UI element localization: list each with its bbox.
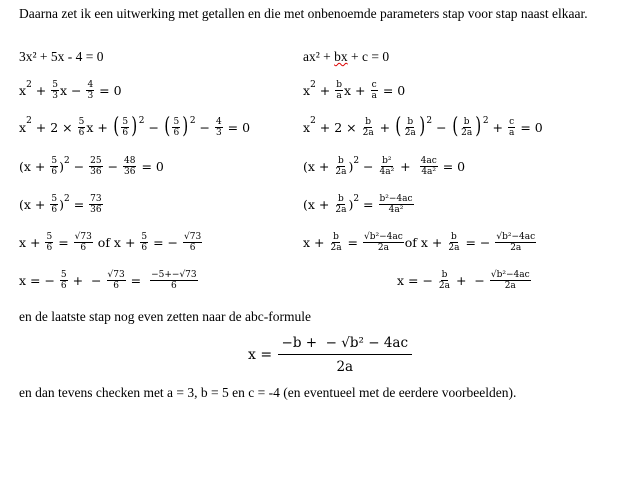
- math-text: x +: [86, 119, 112, 135]
- math-text: + −: [68, 273, 106, 288]
- fraction-numerator: c: [509, 116, 515, 127]
- paren-open: (: [451, 114, 458, 139]
- exponent: 2: [353, 155, 360, 166]
- math-text: (x +: [19, 197, 50, 212]
- fraction: [86, 80, 94, 101]
- math-text: = 0: [223, 119, 251, 135]
- fraction-denominator: 6: [51, 205, 58, 215]
- math-text: +: [315, 83, 335, 98]
- fraction-denominator: a: [336, 91, 342, 101]
- exponent: 2: [189, 116, 196, 126]
- math-text: =: [126, 273, 150, 288]
- equation-numeric-5: [19, 194, 104, 215]
- exponent: 2: [138, 116, 145, 126]
- fraction: [78, 117, 86, 138]
- fraction-numerator: √73: [184, 232, 202, 242]
- fraction: [172, 117, 180, 138]
- fraction-numerator: 4ac: [420, 156, 437, 166]
- math-text: −: [144, 119, 163, 135]
- math-text: x = −: [19, 273, 59, 288]
- fraction-numerator: 73: [90, 194, 102, 204]
- math-text: x +: [303, 235, 329, 250]
- fraction-numerator: 25: [90, 156, 102, 166]
- fraction: [215, 117, 223, 138]
- fraction: [121, 117, 129, 138]
- equation-parametric-5: [303, 194, 415, 215]
- fraction-denominator: 2a: [335, 167, 347, 177]
- math-text: of x +: [404, 235, 447, 250]
- fraction: [335, 80, 343, 101]
- fraction-denominator: 4a²: [379, 167, 395, 177]
- fraction-denominator: 2a: [335, 205, 347, 215]
- fraction-numerator: √b²−4ac: [496, 232, 536, 242]
- fraction: [508, 117, 515, 138]
- fraction: [334, 194, 347, 215]
- fraction: [51, 80, 59, 101]
- fraction: [140, 232, 148, 253]
- fraction: [278, 334, 413, 376]
- equation-parametric-1: [303, 49, 389, 65]
- fraction-numerator: b: [333, 232, 339, 242]
- fraction-numerator: 5: [52, 80, 58, 90]
- equation-numeric-7: [19, 270, 199, 291]
- math-text: x −: [59, 83, 86, 98]
- math-text: +: [375, 119, 395, 135]
- math-text: −: [103, 159, 123, 174]
- parenthesized-fraction: [451, 116, 489, 138]
- math-text: of x +: [93, 235, 140, 250]
- fraction-denominator: 36: [90, 167, 102, 177]
- fraction-denominator: 2a: [362, 127, 374, 138]
- exponent: 2: [26, 79, 32, 90]
- fraction-numerator: −b + − √b² − 4ac: [278, 334, 413, 355]
- fraction-numerator: b²−4ac: [379, 194, 413, 204]
- fraction-denominator: 2a: [448, 243, 460, 253]
- fraction: [438, 270, 451, 291]
- fraction-numerator: b: [463, 116, 470, 127]
- equation-numeric-6: [19, 232, 203, 253]
- fraction-numerator: b: [441, 270, 448, 280]
- math-text: (x +: [19, 159, 50, 174]
- math-text: =: [69, 197, 89, 212]
- math-text: x: [19, 119, 27, 135]
- fraction-numerator: √73: [107, 270, 125, 280]
- paren-close: ): [131, 114, 138, 139]
- math-text: x +: [19, 235, 45, 250]
- fraction-denominator: 2a: [404, 127, 416, 138]
- fraction-numerator: −5+−√73: [151, 270, 197, 280]
- fraction-numerator: b: [407, 116, 414, 127]
- math-text: (x +: [303, 159, 334, 174]
- fraction-denominator: 6: [173, 127, 180, 138]
- fraction: [89, 194, 102, 215]
- paren-open: (: [113, 114, 120, 139]
- fraction: [420, 156, 438, 177]
- fraction-denominator: a: [371, 91, 377, 101]
- fraction-numerator: √b²−4ac: [490, 270, 530, 280]
- fraction-denominator: 6: [113, 281, 119, 291]
- exponent: 2: [63, 193, 70, 204]
- eq-part: + c = 0: [347, 49, 390, 64]
- equation-parametric-4: [303, 156, 465, 177]
- fraction-numerator: b: [336, 80, 342, 90]
- fraction-numerator: 48: [124, 156, 136, 166]
- math-text: −: [359, 159, 378, 174]
- fraction-denominator: 2a: [330, 243, 342, 253]
- math-text: + −: [452, 273, 489, 288]
- step-paragraph: en de laatste stap nog even zetten naar de abc-formule: [19, 309, 311, 324]
- math-text: x =: [248, 347, 277, 363]
- fraction: [150, 270, 198, 291]
- parenthesized-fraction: [163, 116, 196, 138]
- fraction-denominator: 2a: [377, 243, 389, 253]
- math-text: + 2 ×: [315, 119, 361, 135]
- fraction-denominator: 6: [51, 167, 58, 177]
- fraction: [334, 156, 347, 177]
- exponent: 2: [482, 116, 489, 126]
- math-text: ): [59, 159, 64, 174]
- fraction-denominator: 6: [46, 243, 53, 253]
- fraction-numerator: 5: [78, 116, 85, 127]
- math-text: x = −: [397, 273, 437, 288]
- math-text: +: [31, 83, 51, 98]
- math-text: −: [195, 119, 214, 135]
- fraction-denominator: 2a: [461, 127, 473, 138]
- math-text: = −: [149, 235, 183, 250]
- fraction-denominator: 36: [124, 167, 136, 177]
- fraction: [379, 194, 414, 215]
- eq-part: ax² +: [303, 49, 335, 64]
- equation-numeric-3: [19, 116, 250, 138]
- math-text: + 2 ×: [31, 119, 77, 135]
- math-text: = 0: [378, 83, 406, 98]
- fraction: [370, 80, 377, 101]
- math-text: ): [59, 197, 64, 212]
- fraction-numerator: b: [338, 156, 344, 166]
- fraction-denominator: 3: [87, 91, 94, 101]
- math-text: +: [488, 119, 507, 135]
- fraction-denominator: 6: [122, 127, 129, 138]
- fraction-numerator: 5: [51, 156, 58, 166]
- fraction-denominator: a: [508, 127, 515, 138]
- fraction-numerator: 5: [51, 194, 58, 204]
- math-text: = −: [461, 235, 495, 250]
- equation-parametric-3: [303, 116, 543, 138]
- parenthesized-fraction: [394, 116, 432, 138]
- math-text: =: [359, 197, 378, 212]
- exponent: 2: [353, 193, 360, 204]
- fraction-denominator: 6: [141, 243, 148, 253]
- parenthesized-fraction: [112, 116, 145, 138]
- fraction: [107, 270, 126, 291]
- math-text: = 0: [95, 83, 122, 98]
- paren-close: ): [475, 114, 482, 139]
- fraction-numerator: √b²−4ac: [364, 232, 403, 242]
- math-text: = 0: [516, 119, 543, 135]
- equation-numeric-1: 3x² + 5x - 4 = 0: [19, 49, 104, 64]
- fraction-denominator: 6: [189, 243, 196, 253]
- fraction-numerator: 4: [87, 80, 94, 90]
- fraction: [123, 156, 136, 177]
- math-text: = 0: [438, 159, 466, 174]
- fraction-denominator: 6: [60, 281, 67, 291]
- fraction-numerator: 5: [173, 116, 180, 127]
- intro-paragraph: Daarna zet ik een uitwerking met getallen en die met onbenoemde parameters stap voor stap naast elkaar.: [19, 6, 588, 21]
- fraction-numerator: c: [371, 80, 377, 90]
- fraction-numerator: 5: [122, 116, 129, 127]
- exponent: 2: [26, 116, 32, 126]
- fraction: [447, 232, 460, 253]
- math-text: (x +: [303, 197, 334, 212]
- fraction-numerator: b: [365, 116, 372, 127]
- abc-formula: [248, 334, 413, 376]
- paren-close: ): [419, 114, 426, 139]
- equation-parametric-2: [303, 80, 405, 101]
- fraction: [363, 232, 404, 253]
- fraction-numerator: √73: [74, 232, 92, 242]
- fraction: [329, 232, 342, 253]
- math-text: =: [343, 235, 362, 250]
- fraction-denominator: 36: [90, 205, 102, 215]
- fraction: [89, 156, 102, 177]
- check-paragraph: en dan tevens checken met a = 3, b = 5 en c = -4 (en eventueel met de eerdere voorbeelden).: [19, 385, 517, 400]
- fraction: [362, 117, 375, 138]
- fraction-denominator: 2a: [504, 281, 516, 291]
- fraction: [60, 270, 68, 291]
- fraction: [404, 117, 417, 138]
- fraction-numerator: 5: [60, 270, 67, 280]
- fraction-denominator: 4a²: [421, 167, 437, 177]
- math-text: = 0: [137, 159, 164, 174]
- paren-open: (: [164, 114, 171, 139]
- exponent: 2: [310, 79, 316, 90]
- fraction-denominator: 2a: [510, 243, 522, 253]
- fraction: [379, 156, 396, 177]
- fraction: [74, 232, 93, 253]
- equation-parametric-7: [397, 270, 532, 291]
- math-text: x: [19, 83, 27, 98]
- fraction: [50, 156, 58, 177]
- fraction-denominator: 6: [80, 243, 87, 253]
- fraction-denominator: 6: [78, 127, 85, 138]
- fraction: [50, 194, 58, 215]
- paren-close: ): [182, 114, 189, 139]
- math-text: x: [303, 119, 311, 135]
- fraction: [183, 232, 202, 253]
- fraction-denominator: 6: [171, 281, 177, 291]
- fraction: [495, 232, 536, 253]
- math-text: −: [432, 119, 451, 135]
- fraction: [490, 270, 531, 291]
- fraction-denominator: 2a: [438, 281, 451, 291]
- fraction: [45, 232, 53, 253]
- fraction-numerator: 5: [46, 232, 53, 242]
- fraction-denominator: 4a²: [388, 205, 404, 215]
- math-text: x +: [343, 83, 370, 98]
- paren-open: (: [395, 114, 402, 139]
- exponent: 2: [63, 155, 70, 166]
- fraction-numerator: b: [451, 232, 457, 242]
- equation-parametric-6: [303, 232, 537, 253]
- fraction-denominator: 3: [215, 127, 222, 138]
- math-text: ): [348, 159, 354, 174]
- exponent: 2: [426, 116, 433, 126]
- fraction-denominator: 3: [52, 91, 58, 101]
- math-text: ): [348, 197, 354, 212]
- fraction-numerator: 4: [215, 116, 222, 127]
- fraction-numerator: 5: [141, 232, 148, 242]
- math-text: +: [396, 159, 419, 174]
- equation-numeric-4: [19, 156, 164, 177]
- equation-numeric-2: [19, 80, 122, 101]
- fraction: [460, 117, 473, 138]
- math-text: −: [69, 159, 89, 174]
- fraction-denominator: 2a: [336, 359, 354, 375]
- math-text: =: [54, 235, 73, 250]
- exponent: 2: [310, 116, 316, 126]
- fraction-numerator: b²: [382, 156, 392, 166]
- fraction-numerator: b: [338, 194, 344, 204]
- spellcheck-word[interactable]: bx: [334, 49, 348, 64]
- math-text: x: [303, 83, 311, 98]
